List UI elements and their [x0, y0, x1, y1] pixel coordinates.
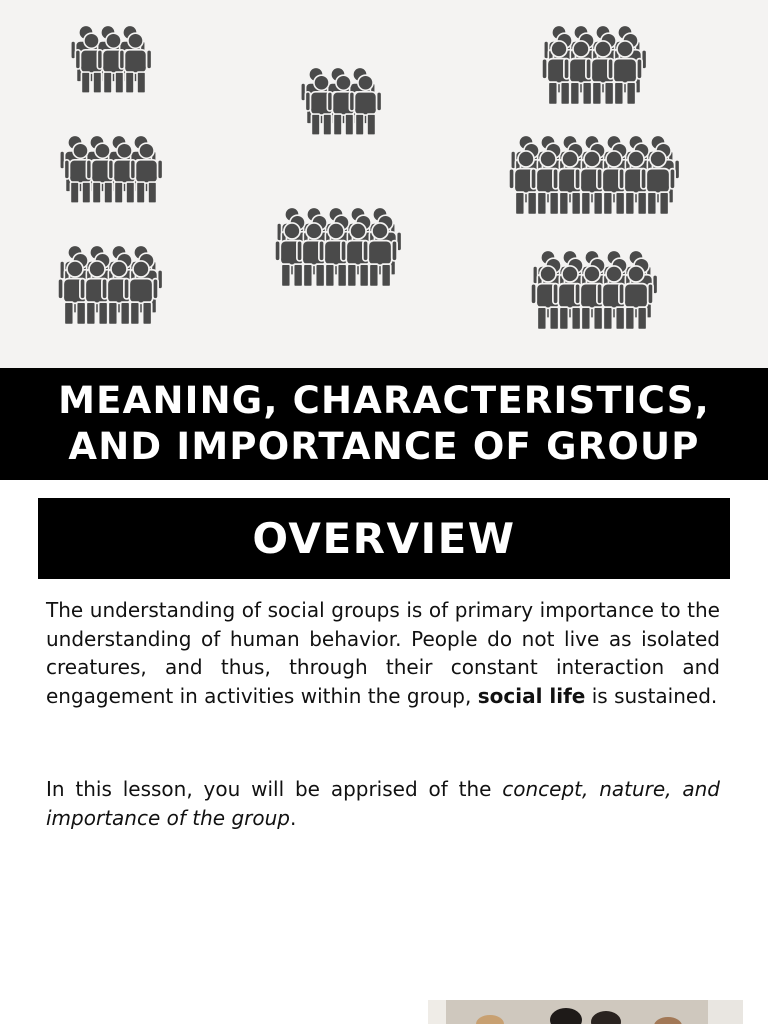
people-group-icon [301, 67, 382, 135]
people-group-icon [71, 25, 152, 93]
group-photo [428, 1000, 743, 1024]
photo-people-graphic [428, 1000, 743, 1024]
page-title-line-1: MEANING, CHARACTERISTICS, [58, 379, 710, 422]
intro-text-end: is sustained. [585, 683, 718, 708]
lesson-text-end: . [289, 805, 297, 830]
people-group-icon [509, 135, 680, 214]
lesson-paragraph [46, 775, 720, 832]
intro-text-start: The understanding of social groups is of primary importance to the understanding of human behavior. People do not live as isolated creatures, and thus, through their constant interaction and engagement in activities within the group, [46, 598, 720, 708]
page-title-line-2: AND IMPORTANCE OF GROUP [68, 425, 700, 468]
people-group-icon [60, 135, 163, 203]
people-group-icon [542, 25, 647, 104]
lesson-topics-emphasis: concept, nature, and importance of the group [46, 777, 720, 830]
people-group-icon [275, 207, 402, 286]
people-group-icon [58, 245, 163, 324]
intro-paragraph [46, 596, 720, 710]
overview-banner [38, 498, 730, 579]
lesson-text-start: In this lesson, you will be apprised of the [46, 777, 503, 801]
title-banner [0, 368, 768, 480]
hero-illustration [0, 0, 768, 368]
overview-heading: OVERVIEW [252, 514, 516, 563]
social-life-emphasis: social life [477, 683, 586, 708]
people-group-icon [531, 250, 658, 329]
people-groups-graphic [0, 0, 768, 368]
